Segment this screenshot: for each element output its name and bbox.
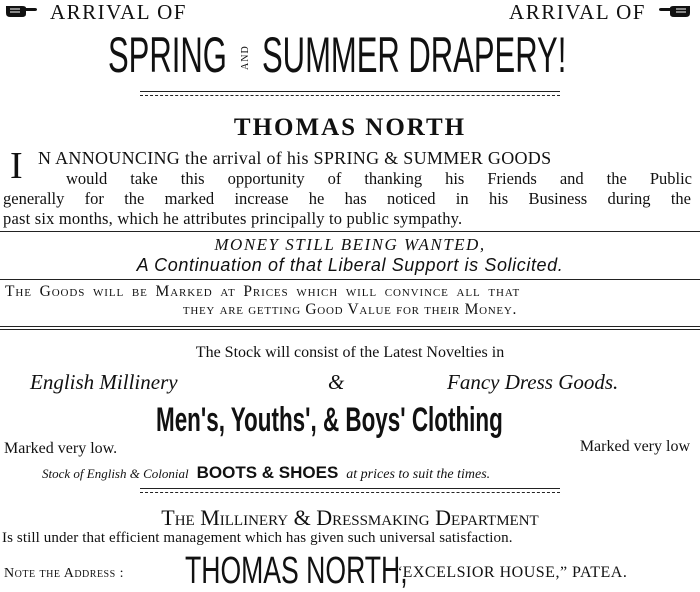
divider-3 [0, 279, 700, 280]
stock-marked-right: Marked very low [579, 438, 690, 455]
drop-cap: I [10, 145, 23, 187]
spring-heading: SPRING [108, 27, 227, 83]
divider-4 [0, 326, 700, 330]
goods-line-1: The Goods will be Marked at Prices which will convince all that [5, 283, 521, 300]
divider-2 [0, 231, 700, 232]
summer-drapery-heading: SUMMER DRAPERY! [262, 27, 567, 83]
money-line-1: MONEY STILL BEING WANTED, [214, 235, 486, 254]
divider-1b [140, 95, 560, 96]
stock-marked-left: Marked very low. [4, 440, 118, 457]
stock-fancy: Fancy Dress Goods. [447, 370, 619, 394]
stock-millinery: English Millinery [30, 370, 178, 394]
header-left [4, 0, 187, 22]
stock-clothing: Men's, Youths', & Boys' Clothing [156, 401, 503, 439]
announcement-line-2: would take this opportunity of thanking his Friends and the Public [66, 169, 692, 188]
boots-prefix: Stock of English & Colonial [42, 466, 189, 481]
stock-boots-line [42, 463, 490, 483]
header-right [509, 0, 692, 22]
pointing-hand-left-icon [658, 1, 692, 24]
pointing-hand-right-icon [4, 1, 38, 24]
money-line-2: A Continuation of that Liberal Support is Solicited. [136, 255, 564, 275]
and-word-vertical: AND [240, 45, 251, 70]
announcement-line-1: N ANNOUNCING the arrival of his SPRING & SUMMER GOODS [38, 148, 552, 168]
divider-5 [140, 488, 560, 489]
divider-1 [140, 91, 560, 92]
arrival-left-text: ARRIVAL OF [50, 0, 187, 24]
boots-main: BOOTS & SHOES [196, 463, 339, 482]
divider-5b [140, 492, 560, 493]
department-title: The Millinery & Dressmaking Department [161, 505, 539, 530]
goods-line-2: they are getting Good Value for their Money. [182, 301, 518, 318]
merchant-name: THOMAS NORTH [233, 114, 467, 141]
address-house: “EXCELSIOR HOUSE,” PATEA. [395, 564, 628, 581]
arrival-right-text: ARRIVAL OF [509, 0, 646, 24]
announcement-line-4: past six months, which he attributes principally to public sympathy. [3, 209, 463, 228]
stock-ampersand: & [328, 370, 345, 394]
address-note: Note the Address : [4, 566, 125, 581]
boots-suffix: at prices to suit the times. [346, 467, 491, 482]
announcement-line-3: generally for the marked increase he has noticed in his Business during the [3, 189, 691, 208]
department-line: Is still under that efficient management which has given such universal satisfaction. [2, 530, 513, 546]
address-name: THOMAS NORTH, [185, 550, 408, 592]
stock-intro: The Stock will consist of the Latest Novelties in [195, 344, 505, 361]
